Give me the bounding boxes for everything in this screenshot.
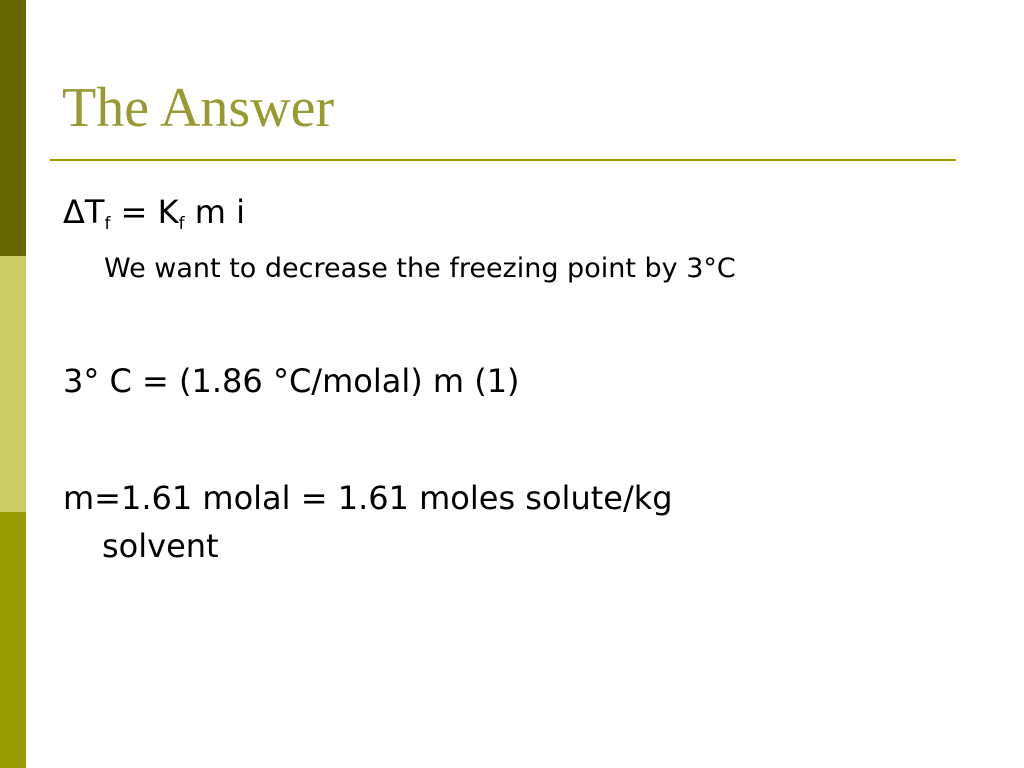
formula-subscript-f-2: f: [178, 214, 185, 234]
formula-delta-t: ΔT: [63, 193, 105, 231]
result-line: m=1.61 molal = 1.61 moles solute/kg: [63, 479, 673, 517]
formula-equals-k: = K: [110, 193, 179, 231]
formula-line: [63, 192, 245, 232]
formula-rest: m i: [184, 193, 245, 231]
formula-subscript-f: f: [104, 214, 111, 234]
title-underline: [50, 159, 956, 161]
equation-line: 3° C = (1.86 °C/molal) m (1): [63, 362, 520, 400]
note-line: We want to decrease the freezing point by 3°C: [104, 253, 736, 284]
result-line-continued: solvent: [102, 527, 219, 565]
side-bar-medium: [0, 512, 26, 768]
slide-title: The Answer: [62, 77, 335, 139]
side-bar-light: [0, 256, 26, 512]
side-bar-dark: [0, 0, 26, 256]
